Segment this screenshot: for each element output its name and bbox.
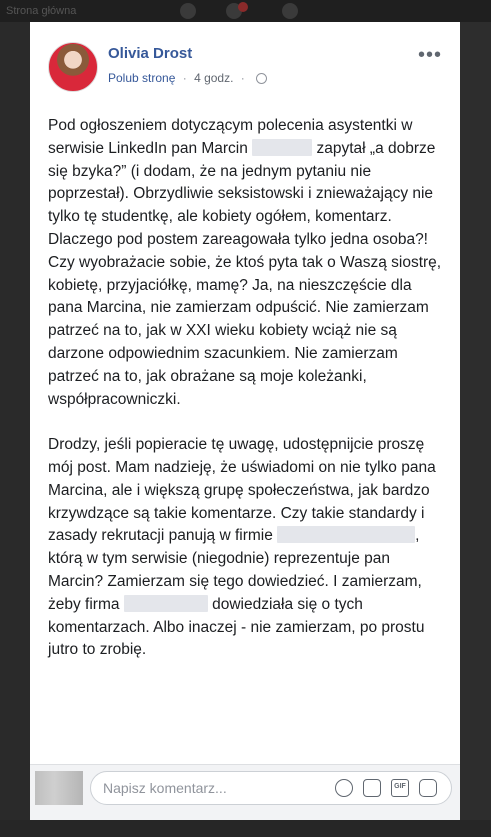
notification-badge-icon (238, 2, 248, 12)
post-text: dowiedziała się o tych komentarzach. Albo inaczej - nie zamierzam, po prostu jutro to zrobię. (48, 595, 425, 659)
comment-placeholder: Napisz komentarz... (103, 780, 227, 796)
sticker-icon[interactable] (419, 779, 437, 797)
comment-area (30, 765, 460, 820)
post-text: Drodzy, jeśli popieracie tę uwagę, udostępnijcie proszę mój post. Mam nadzieję, że uświadomi on nie tylko pana Marcina, ale i większą grupę społeczeństwa, jak bardzo krzywdzące są takie komentarze. Czy takie standardy i zasady rekrutacji panują w firmie (48, 436, 436, 545)
post-card (30, 22, 460, 820)
meta-separator: · (240, 71, 245, 85)
background-bottom (0, 820, 491, 837)
globe-icon[interactable] (256, 73, 267, 84)
background-topbar (0, 0, 491, 22)
meta-separator: · (182, 71, 187, 85)
post-body (48, 115, 443, 662)
background-left (0, 22, 30, 837)
more-options-icon[interactable]: ••• (418, 44, 443, 66)
post-time[interactable]: 4 godz. (194, 71, 234, 85)
redacted-name (252, 139, 312, 156)
emoji-icon[interactable] (335, 779, 353, 797)
camera-icon[interactable] (363, 779, 381, 797)
notifications-icon (282, 3, 298, 19)
author-avatar[interactable] (48, 42, 98, 92)
author-name[interactable]: Olivia Drost (108, 45, 193, 62)
post-meta (108, 71, 267, 85)
paragraph-gap (48, 411, 443, 434)
post-text: , którą w tym serwisie (niegodnie) reprezentuje pan Marcin? Zamierzam się tego dowiedzieć. I zamierzam, żeby firma (48, 527, 422, 613)
post-text: Pod ogłoszeniem dotyczącym polecenia asystentki w serwisie LinkedIn pan Marcin (48, 117, 413, 157)
background-topbar-text: Strona główna (6, 5, 77, 17)
like-page-link[interactable]: Polub stronę (108, 71, 176, 85)
background-right (460, 22, 491, 837)
redacted-name (124, 595, 208, 612)
commenter-avatar (35, 771, 83, 805)
redacted-name (277, 526, 415, 543)
post-header (30, 22, 460, 102)
post-paragraph-2 (48, 434, 443, 662)
comment-input[interactable] (90, 771, 452, 805)
friends-icon (180, 3, 196, 19)
post-paragraph-1 (48, 115, 443, 411)
gif-icon[interactable]: GIF (391, 779, 409, 797)
post-text: zapytał „a dobrze się bzyka?” (i dodam, że na jednym pytaniu nie poprzestał). Obrzydliwie seksistowski i znieważający nie tylko tę studentkę, ale kobiety ogółem, komentarz. Dlaczego pod postem zareagowała tylko jedna osoba?! Czy wyobrażacie sobie, że ktoś pyta tak o Waszą siostrę, kobietę, przyjaciółkę, mamę? Ja, na nieszczęście dla pana Marcina, nie zamierzam odpuścić. Nie zamierzam patrzeć na to, jak w XXI wieku kobiety wciąż nie są darzone odpowiednim szacunkiem. Nie zamierzam patrzeć na to, jak obrażane są moje koleżanki, współpracowniczki. (48, 139, 442, 408)
